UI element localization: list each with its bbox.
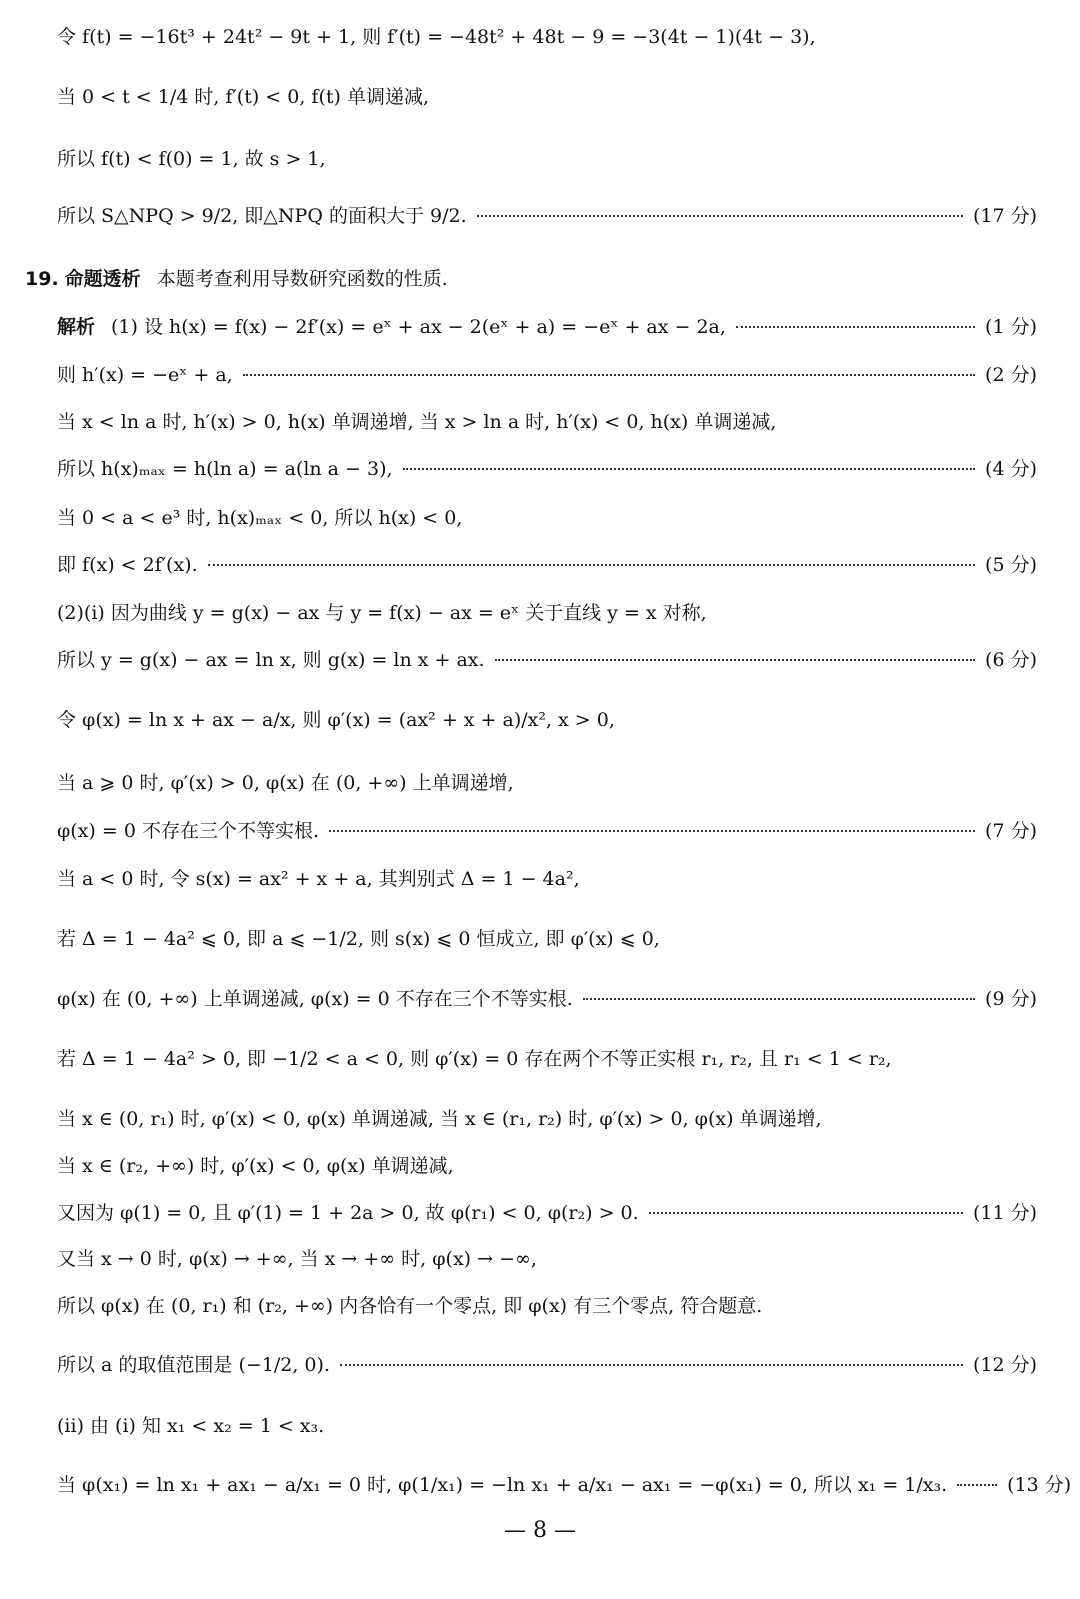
solution-line: (ⅱ) 由 (ⅰ) 知 x₁ < x₂ = 1 < x₃. xyxy=(57,1415,325,1437)
score-label: (5 分) xyxy=(985,554,1037,576)
score-label: (13 分) xyxy=(1007,1474,1072,1496)
solution-line: 若 Δ = 1 − 4a² ⩽ 0, 即 a ⩽ −1/2, 则 s(x) ⩽ 0 恒成立, 即 φ′(x) ⩽ 0, xyxy=(57,928,660,950)
problem-heading: 命题透析 xyxy=(64,268,141,290)
score-label: (1 分) xyxy=(985,316,1037,338)
score-label: (12 分) xyxy=(972,1354,1037,1376)
dot-leader xyxy=(329,830,975,832)
solution-line: 所以 f(t) < f(0) = 1, 故 s > 1, xyxy=(57,148,326,170)
score-label: (17 分) xyxy=(972,205,1037,227)
score-label: (9 分) xyxy=(985,988,1037,1010)
solution-line: 当 φ(x₁) = ln x₁ + ax₁ − a/x₁ = 0 时, φ(1/x₁) = −ln x₁ + a/x₁ − ax₁ = −φ(x₁) = 0, 所以 x₁ = 1/x₃. (13 分) xyxy=(57,1470,1037,1497)
solution-line: 当 0 < a < e³ 时, h(x)ₘₐₓ < 0, 所以 h(x) < 0, xyxy=(57,507,463,529)
solution-line: 则 h′(x) = −eˣ + a, (2 分) xyxy=(57,360,1037,387)
solution-line: 所以 S△NPQ > 9/2, 即△NPQ 的面积大于 9/2. (17 分) xyxy=(57,201,1037,228)
score-label: (11 分) xyxy=(972,1202,1037,1224)
score-label: (7 分) xyxy=(985,820,1037,842)
page-number: — 8 — xyxy=(504,1518,576,1543)
dot-leader xyxy=(649,1212,963,1214)
solution-line: 解析 (1) 设 h(x) = f(x) − 2f′(x) = eˣ + ax − 2(eˣ + a) = −eˣ + ax − 2a, (1 分) xyxy=(57,312,1037,339)
dot-leader xyxy=(243,374,975,376)
problem-number: 19. xyxy=(25,268,59,290)
solution-line: 所以 y = g(x) − ax = ln x, 则 g(x) = ln x + ax. (6 分) xyxy=(57,645,1037,672)
score-label: (4 分) xyxy=(985,458,1037,480)
solution-line: 即 f(x) < 2f′(x). (5 分) xyxy=(57,550,1037,577)
solution-line: 所以 φ(x) 在 (0, r₁) 和 (r₂, +∞) 内各恰有一个零点, 即 φ(x) 有三个零点, 符合题意. xyxy=(57,1295,763,1317)
dot-leader xyxy=(957,1484,997,1486)
solution-line: φ(x) = 0 不存在三个不等实根. (7 分) xyxy=(57,816,1037,843)
solution-line: 又因为 φ(1) = 0, 且 φ′(1) = 1 + 2a > 0, 故 φ(r₁) < 0, φ(r₂) > 0. (11 分) xyxy=(57,1198,1037,1225)
solution-line: 所以 h(x)ₘₐₓ = h(ln a) = a(ln a − 3), (4 分) xyxy=(57,454,1037,481)
solution-line: 当 x < ln a 时, h′(x) > 0, h(x) 单调递增, 当 x > ln a 时, h′(x) < 0, h(x) 单调递减, xyxy=(57,411,777,433)
dot-leader xyxy=(583,998,975,1000)
solution-line: φ(x) 在 (0, +∞) 上单调递减, φ(x) = 0 不存在三个不等实根. (9 分) xyxy=(57,984,1037,1011)
solution-line: 当 x ∈ (r₂, +∞) 时, φ′(x) < 0, φ(x) 单调递减, xyxy=(57,1155,454,1177)
solution-line: 当 a ⩾ 0 时, φ′(x) > 0, φ(x) 在 (0, +∞) 上单调递增, xyxy=(57,772,514,794)
solution-line: (2)(ⅰ) 因为曲线 y = g(x) − ax 与 y = f(x) − ax = eˣ 关于直线 y = x 对称, xyxy=(57,602,707,624)
dot-leader xyxy=(736,326,975,328)
solution-line: 又当 x → 0 时, φ(x) → +∞, 当 x → +∞ 时, φ(x) → −∞, xyxy=(57,1248,537,1270)
solution-line: 所以 a 的取值范围是 (−1/2, 0). (12 分) xyxy=(57,1350,1037,1377)
solution-line: 令 f(t) = −16t³ + 24t² − 9t + 1, 则 f′(t) = −48t² + 48t − 9 = −3(4t − 1)(4t − 3), xyxy=(57,26,816,48)
analysis-label: 解析 xyxy=(57,316,96,338)
score-label: (2 分) xyxy=(985,364,1037,386)
dot-leader xyxy=(495,659,975,661)
dot-leader xyxy=(340,1364,963,1366)
solution-line: 当 a < 0 时, 令 s(x) = ax² + x + a, 其判别式 Δ = 1 − 4a², xyxy=(57,868,580,890)
solution-line: 令 φ(x) = ln x + ax − a/x, 则 φ′(x) = (ax² + x + a)/x², x > 0, xyxy=(57,709,615,731)
solution-line: 若 Δ = 1 − 4a² > 0, 即 −1/2 < a < 0, 则 φ′(x) = 0 存在两个不等正实根 r₁, r₂, 且 r₁ < 1 < r₂, xyxy=(57,1048,892,1070)
solution-line: 当 0 < t < 1/4 时, f′(t) < 0, f(t) 单调递减, xyxy=(57,86,430,108)
score-label: (6 分) xyxy=(985,649,1037,671)
dot-leader xyxy=(208,564,975,566)
solution-line: 当 x ∈ (0, r₁) 时, φ′(x) < 0, φ(x) 单调递减, 当 x ∈ (r₁, r₂) 时, φ′(x) > 0, φ(x) 单调递增, xyxy=(57,1108,822,1130)
problem-header: 19. 命题透析 本题考查利用导数研究函数的性质. xyxy=(25,264,1037,291)
dot-leader xyxy=(477,215,963,217)
dot-leader xyxy=(403,468,975,470)
